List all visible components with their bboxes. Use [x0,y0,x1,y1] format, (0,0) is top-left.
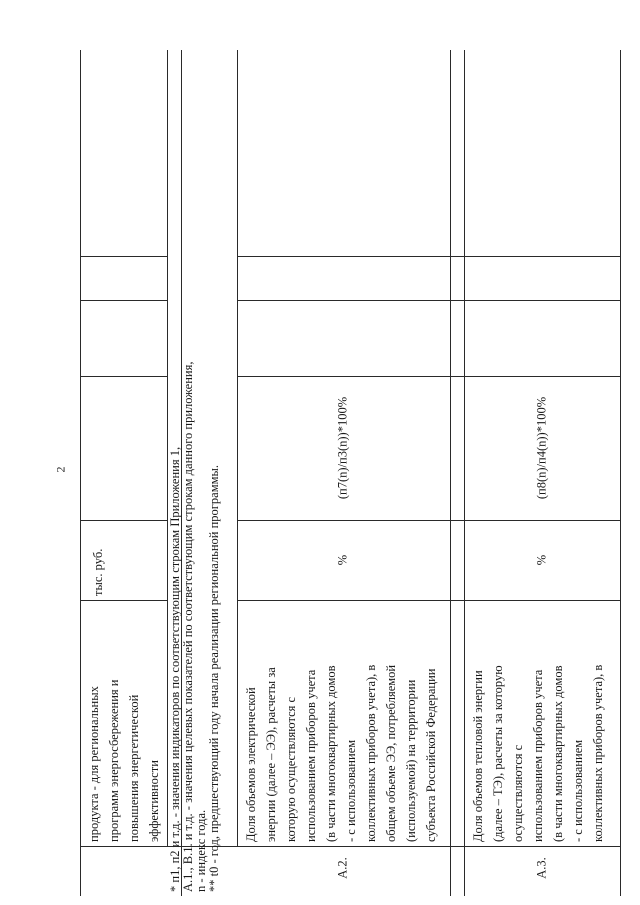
row-a3-formula: (п8(n)/п4(n))*100% [534,396,549,500]
column-divider [80,520,167,521]
column-divider [237,600,620,601]
row-a2-formula: (п7(n)/п3(n))*100% [335,396,350,500]
row-a3-name [468,602,608,842]
column-divider [237,376,620,377]
column-divider [237,520,620,521]
row-a2-name [241,602,441,842]
name-line: (в части многоквартирных домов [324,665,338,842]
footnote-line: * п1, п2 и т.д. - значения индикаторов по соответствующим строкам Приложения 1, [168,446,182,892]
top-row-name [84,602,164,842]
name-line: энергии (далее – ЭЭ), расчеты за [264,667,278,842]
name-line: эффективности [147,760,161,842]
column-divider [80,846,620,847]
top-row-unit [88,526,108,596]
row-divider [464,50,465,896]
name-line: программ энергосбережения и [107,679,121,842]
name-line: общем объеме ЭЭ, потребляемой [384,664,398,842]
name-line: повышения энергетической [127,694,141,842]
name-line: которую осуществляются с [284,696,298,842]
column-divider [80,256,167,257]
column-divider [80,600,167,601]
table-border-left [80,50,81,896]
name-line: (далее – ТЭ), расчеты за которую [491,665,505,842]
page-number: 2 [53,466,68,473]
name-line: (используемой) на территории [404,679,418,842]
footnote-line: ** t0 - год, предшествующий году начала реализации региональной программы. [207,464,221,892]
name-line: (в части многоквартирных домов [551,665,565,842]
name-line: Доля объемов тепловой энергии [471,670,485,842]
row-a3-unit: % [534,554,549,566]
footnotes [169,52,221,892]
name-line: коллективных приборов учета), в [364,664,378,842]
column-divider [237,300,620,301]
name-line: коллективных приборов учета), в [591,664,605,842]
row-divider [237,50,238,846]
unit-text: тыс. руб. [91,548,105,596]
column-divider [80,376,167,377]
row-divider [450,50,451,896]
footnote-line: А.1., В.1. и т.д. - значения целевых показателей по соответствующим строкам данного приложения, [181,361,195,892]
column-divider [80,300,167,301]
name-line: использованием приборов учета [531,669,545,842]
column-divider [237,256,620,257]
name-line: осуществляются с [511,744,525,842]
table-border-right [620,50,621,896]
name-line: - с использованием [571,739,585,842]
row-code-a2: А.2. [335,857,350,879]
name-line: - с использованием [344,739,358,842]
name-line: продукта - для региональных [87,686,101,842]
name-line: использованием приборов учета [304,669,318,842]
footnote-line: n - индекс года. [194,809,208,892]
row-a2-unit: % [335,554,350,566]
name-line: субъекта Российской Федерации [424,668,438,842]
row-code-a3: А.3. [534,857,549,879]
name-line: Доля объемов электрической [244,687,258,842]
